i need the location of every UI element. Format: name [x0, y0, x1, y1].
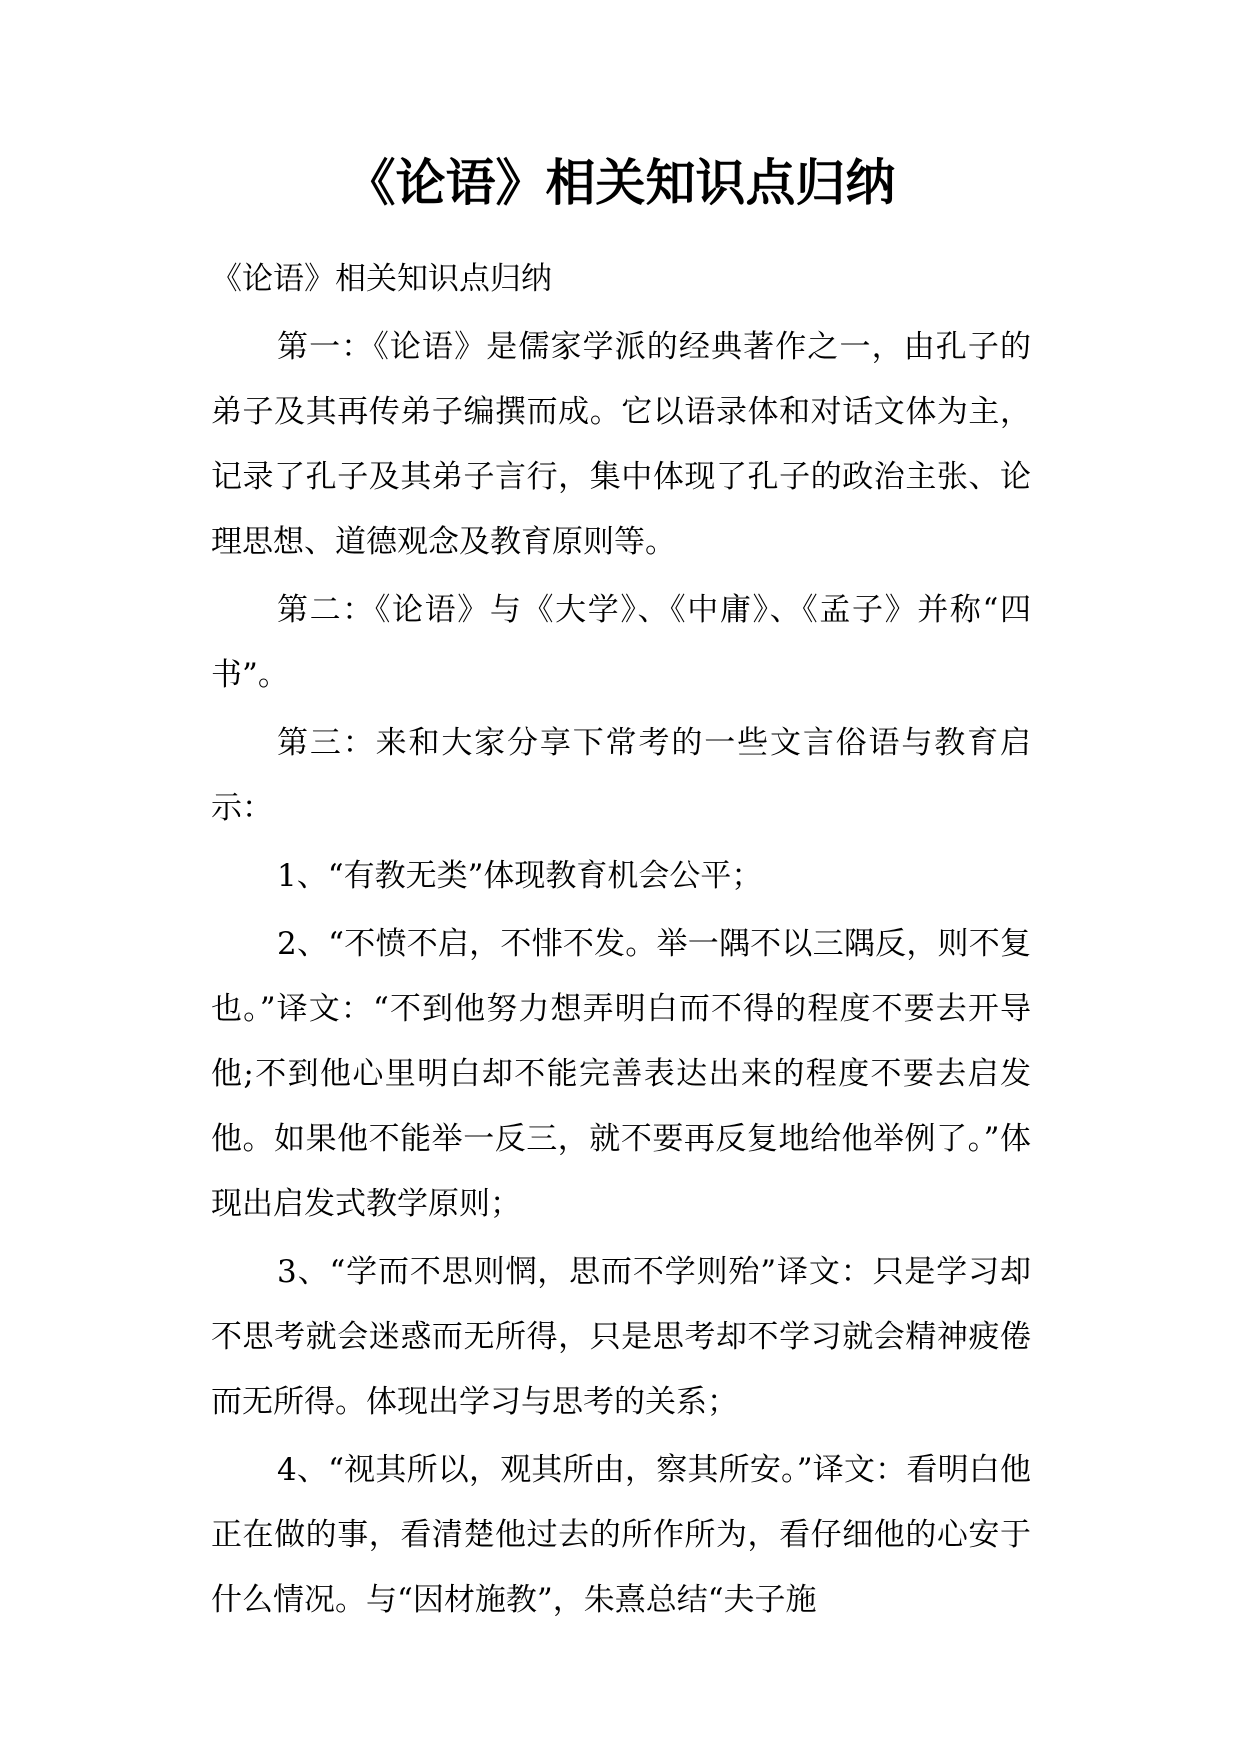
- list-item-4: 4、“视其所以，观其所由，察其所安。”译文：看明白他正在做的事，看清楚他过去的所作所为，看仔细他的心安于什么情况。与“因材施教”，朱熹总结“夫子施: [211, 1452, 1031, 1618]
- paragraph-2: 第二：《论语》与《大学》、《中庸》、《孟子》并称“四书”。: [211, 592, 1031, 693]
- paragraph-3: 第三：来和大家分享下常考的一些文言俗语与教育启示：: [211, 725, 1031, 826]
- list-item-3: 3、“学而不思则惘，思而不学则殆”译文：只是学习却不思考就会迷惑而无所得，只是思考却不学习就会精神疲倦而无所得。体现出学习与思考的关系；: [211, 1254, 1031, 1420]
- document-subtitle: 《论语》相关知识点归纳: [211, 261, 552, 297]
- paragraph-1: 第一：《论语》是儒家学派的经典著作之一，由孔子的弟子及其再传弟子编撰而成。它以语录体和对话文体为主，记录了孔子及其弟子言行，集中体现了孔子的政治主张、论理思想、道德观念及教育原则等。: [211, 329, 1031, 560]
- list-item-2: 2、“不愤不启，不悱不发。举一隅不以三隅反，则不复也。”译文：“不到他努力想弄明白而不得的程度不要去开导他;不到他心里明白却不能完善表达出来的程度不要去启发他。如果他不能举一反三，就不要再反复地给他举例了。”体现出启发式教学原则；: [211, 926, 1031, 1222]
- list-item-1: 1、“有教无类”体现教育机会公平；: [277, 858, 763, 894]
- document-title: 《论语》相关知识点归纳: [345, 154, 896, 212]
- document-body: [211, 247, 1031, 1636]
